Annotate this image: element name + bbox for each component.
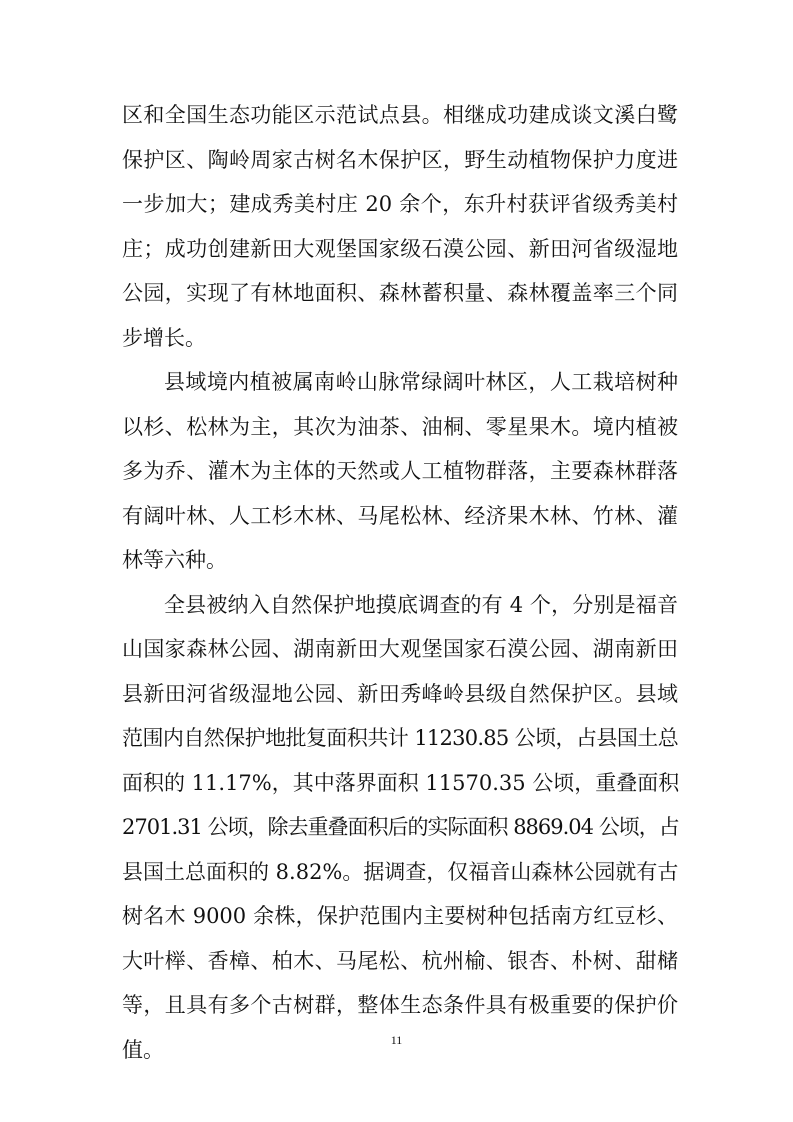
body-text xyxy=(122,93,678,1072)
paragraph-2-line-5: 林等六种。 xyxy=(122,548,227,572)
paragraph-3-line-9: 大叶榉、香樟、柏木、马尾松、杭州榆、银杏、朴树、甜槠 xyxy=(122,948,678,973)
paragraph-3-line-2: 山国家森林公园、湖南新田大观堡国家石漠公园、湖南新田 xyxy=(122,637,678,661)
paragraph-3-line-5: 面积的 11.17%，其中落界面积 11570.35 公顷，重叠面积 xyxy=(122,770,680,795)
paragraph-2-line-1: 县域境内植被属南岭山脉常绿阔叶林区，人工栽培树种 xyxy=(164,370,678,394)
paragraph-3-line-4: 范围内自然保护地批复面积共计 11230.85 公顷，占县国土总 xyxy=(122,726,678,750)
paragraph-3-line-10: 等，且具有多个古树群，整体生态条件具有极重要的保护价 xyxy=(122,993,678,1017)
paragraph-1-line-3: 一步加大；建成秀美村庄 20 余个，东升村获评省级秀美村 xyxy=(122,192,678,216)
paragraph-1-line-4: 庄；成功创建新田大观堡国家级石漠公园、新田河省级湿地 xyxy=(122,236,678,261)
paragraph-3-line-8: 树名木 9000 余株，保护范围内主要树种包括南方红豆杉、 xyxy=(122,904,678,928)
paragraph-1-line-1: 区和全国生态功能区示范试点县。相继成功建成谈文溪白鹭 xyxy=(122,103,678,127)
paragraph-1-line-5: 公园，实现了有林地面积、森林蓄积量、森林覆盖率三个同 xyxy=(122,281,678,305)
page-number: 11 xyxy=(390,1033,403,1047)
paragraph-1-line-6: 步增长。 xyxy=(122,325,206,350)
paragraph-2-line-3: 多为乔、灌木为主体的天然或人工植物群落，主要森林群落 xyxy=(122,459,678,483)
paragraph-3-line-1: 全县被纳入自然保护地摸底调查的有 4 个，分别是福音 xyxy=(164,592,678,617)
paragraph-2-line-2: 以杉、松林为主，其次为油茶、油桐、零星果木。境内植被 xyxy=(122,414,678,439)
paragraph-3-line-7: 县国土总面积的 8.82%。据调查，仅福音山森林公园就有古 xyxy=(122,859,679,884)
paragraph-3-line-3: 县新田河省级湿地公园、新田秀峰岭县级自然保护区。县域 xyxy=(122,681,678,706)
paragraph-1-line-2: 保护区、陶岭周家古树名木保护区，野生动植物保护力度进 xyxy=(122,147,678,172)
paragraph-3-line-6: 2701.31 公顷，除去重叠面积后的实际面积 8869.04 公顷，占 xyxy=(122,815,679,839)
paragraph-3-line-11: 值。 xyxy=(122,1037,164,1062)
paragraph-2-line-4: 有阔叶林、人工杉木林、马尾松林、经济果木林、竹林、灌 xyxy=(122,503,678,528)
